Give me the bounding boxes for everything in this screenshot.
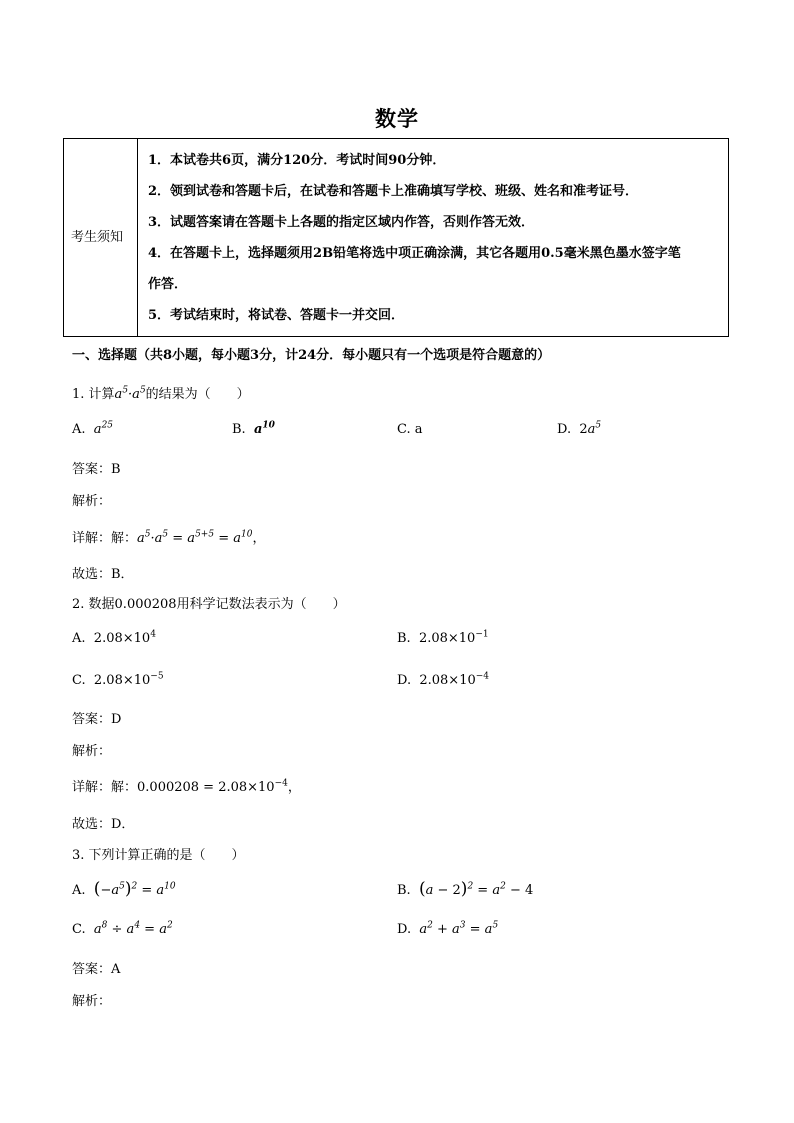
q3-option-d: D. $a^2 + a^3 = a^5$ <box>397 920 499 937</box>
notice-item-2: 2．领到试卷和答题卡后，在试卷和答题卡上准确填写学校、班级、姓名和准考证号． <box>148 183 639 199</box>
q1-conclusion: 故选：B． <box>72 567 134 582</box>
q2-option-a: A. $2.08\times 10^4$ <box>72 629 156 646</box>
q1-stem-suffix: 的结果为（ ） <box>145 387 250 402</box>
q3-stem: 3. 下列计算正确的是（ ） <box>72 848 245 863</box>
q3-analysis: 解析： <box>72 994 112 1009</box>
q1-expression: $a^5\cdot a^5$ <box>114 385 146 402</box>
q1-stem <box>72 383 250 402</box>
page-title: 数学 <box>375 106 419 131</box>
q2-analysis: 解析： <box>72 744 112 759</box>
q3-option-a: A. $(-a^5)^2 = a^{10}$ <box>72 879 176 899</box>
q3-option-b: B. $(a - 2)^2 = a^2 - 4$ <box>397 879 534 899</box>
notice-label: 考生须知 <box>71 229 124 245</box>
q2-answer: 答案：D <box>72 712 122 727</box>
q1-option-a: A. $a^{25}$ <box>72 420 114 437</box>
q1-detail: 详解：解：$a^5\cdot a^5 = a^{5+5} = a^{10}$， <box>72 529 266 546</box>
q2-detail: 详解：解：$0.000208 = 2.08\times 10^{-4}$， <box>72 778 301 795</box>
q1-option-c: C. a <box>397 422 423 437</box>
q1-analysis: 解析： <box>72 494 112 509</box>
q2-option-b: B. $2.08\times 10^{-1}$ <box>397 629 489 646</box>
q2-option-c: C. $2.08\times 10^{-5}$ <box>72 671 164 688</box>
notice-item-3: 3．试题答案请在答题卡上各题的指定区域内作答，否则作答无效． <box>148 214 535 230</box>
q1-stem-prefix: 1. 计算 <box>72 387 115 402</box>
q1-option-b: B. $a^{10}$ <box>232 420 275 437</box>
q2-option-d: D. $2.08\times 10^{-4}$ <box>397 671 490 688</box>
exam-notice-table <box>63 138 729 337</box>
q1-option-d: D. $2a^5$ <box>557 420 602 437</box>
q3-option-c: C. $a^8 \div a^4 = a^2$ <box>72 920 173 937</box>
notice-item-1: 1．本试卷共6页，满分120分．考试时间90分钟． <box>148 152 446 168</box>
section-header: 一、选择题（共8小题，每小题3分，计24分．每小题只有一个选项是符合题意的） <box>72 348 551 363</box>
notice-item-5: 5．考试结束时，将试卷、答题卡一并交回． <box>148 307 405 323</box>
notice-label-cell <box>64 139 138 337</box>
notice-item-4-cont: 作答． <box>148 276 188 292</box>
q1-answer: 答案：B <box>72 462 121 477</box>
notice-item-4: 4．在答题卡上，选择题须用2B铅笔将选中项正确涂满，其它各题用0.5毫米黑色墨水签字笔 <box>148 245 681 261</box>
q2-stem: 2. 数据0.000208用科学记数法表示为（ ） <box>72 597 346 612</box>
q2-conclusion: 故选：D． <box>72 817 135 832</box>
notice-items-cell <box>138 139 729 337</box>
q3-answer: 答案：A <box>72 962 121 977</box>
